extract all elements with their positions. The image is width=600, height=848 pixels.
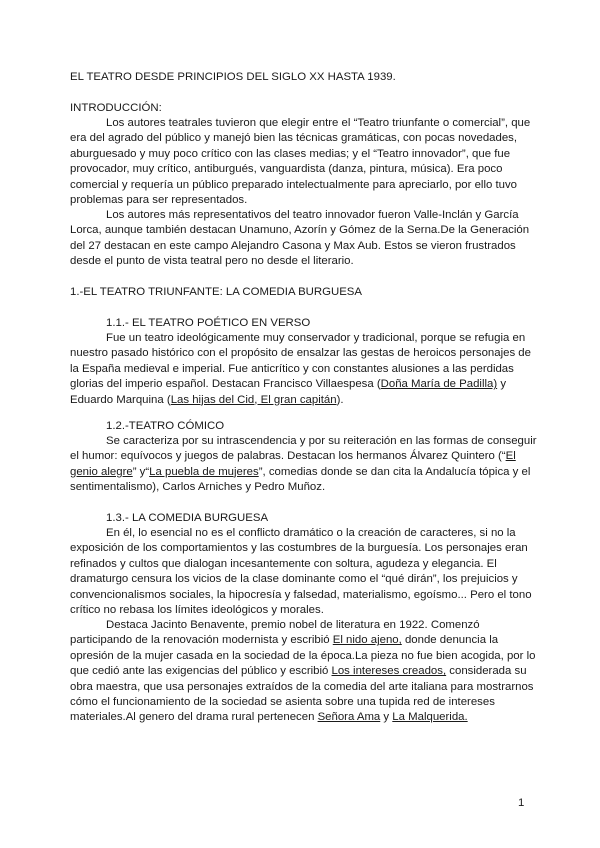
section-1-2-text-a: Se caracteriza por su intrascendencia y por su reiteración en las formas de conseguir el humor: equívocos y juegos de palabras. Destacan los hermanos Álvarez Quintero (“ — [70, 435, 537, 463]
work-title-las-hijas-del-cid: Las hijas del Cid, El gran capitán — [170, 393, 337, 406]
section-1-1-paragraph — [70, 331, 538, 408]
section-1-1-text-c: ). — [336, 393, 344, 406]
work-title-los-intereses-creados: Los intereses creados, — [331, 665, 447, 678]
page-number: 1 — [518, 797, 525, 809]
intro-heading: INTRODUCCIÓN: — [70, 102, 162, 114]
section-1-3-heading: 1.3.- LA COMEDIA BURGUESA — [106, 512, 269, 524]
work-title-el-genio-alegre: El genio alegre — [70, 450, 516, 478]
section-1-1-text-a: Fue un teatro ideológicamente muy conservador y tradicional, porque se refugia en nuestro pasado histórico con el propósito de ensalzar las gestas de heroicos personajes de la España medieval e imperial. Fue anticrítico y con constantes alusiones a las perdidas glorias del imperio español. Destacan Francisco Villaespesa ( — [70, 332, 531, 391]
work-title-el-nido-ajeno: El nido ajeno, — [332, 634, 402, 647]
section-1-1-text-b: y Eduardo Marquina ( — [70, 378, 507, 406]
section-1-3-text-d: y — [380, 711, 393, 724]
section-1-3-text-b: donde denuncia la opresión de la mujer casada en la sociedad de la época.La pieza no fue bien acogida, por lo que cedió ante las exigencias del público y escribió — [70, 634, 536, 678]
document-title: EL TEATRO DESDE PRINCIPIOS DEL SIGLO XX HASTA 1939. — [70, 71, 396, 83]
section-1-3-text-c: considerada su obra maestra, que usa personajes extraídos de la comedia del arte italiana para mostrarnos cómo el funcionamiento de la sociedad se asienta sobre una tupida red de intereses materiales.Al genero del drama rural pertenecen — [70, 665, 534, 724]
work-title-la-puebla-de-mujeres: La puebla de mujeres — [149, 465, 259, 478]
work-title-dona-maria-de-padilla: Doña María de Padilla) — [380, 378, 498, 391]
intro-paragraph-1: Los autores teatrales tuvieron que elegir entre el “Teatro triunfante o comercial”, que era del agrado del público y manejó bien las técnicas gramáticas, con pocas novedades, aburguesado y muy poco crítico con las clases medias; y el “Teatro innovador”, que fue provocador, muy crítico, antiburgués, vanguardista (danza, pintura, música). Era poco comercial y requería un público preparado intelectualmente para apreciarlo, por ello tuvo problemas para ser representados. — [70, 117, 531, 207]
section-1-2-paragraph — [70, 434, 538, 496]
section-1-3-text-a: Destaca Jacinto Benavente, premio nobel de literatura en 1922. Comenzó participando de la renovación modernista y escribió — [70, 619, 480, 647]
section-1-3-paragraph-2 — [70, 618, 538, 726]
section-1-1-heading: 1.1.- EL TEATRO POÉTICO EN VERSO — [106, 317, 311, 329]
section-1-2-text-c: ”, comedias donde se dan cita la Andalucía tópica y el sentimentalismo), Carlos Arniches y Pedro Muñoz. — [70, 465, 531, 494]
work-title-senora-ama: Señora Ama — [317, 711, 381, 724]
work-title-la-malquerida: La Malquerida. — [392, 711, 468, 724]
section-1-heading: 1.-EL TEATRO TRIUNFANTE: LA COMEDIA BURGUESA — [70, 286, 362, 298]
intro-paragraph-2: Los autores más representativos del teatro innovador fueron Valle-Inclán y García Lorca, aunque también destacan Unamuno, Azorín y Gómez de la Serna.De la Generación del 27 destacan en este campo Alejandro Casona y Max Aub. Estos se vieron frustrados desde el punto de vista teatral pero no desde el literario. — [70, 209, 530, 268]
section-1-2-heading: 1.2.-TEATRO CÓMICO — [106, 420, 225, 432]
section-1-3-paragraph-1: En él, lo esencial no es el conflicto dramático o la creación de caracteres, si no la exposición de los comportamientos y las costumbres de la burguesía. Los personajes eran refinados y cultos que dialogan incesantemente con soltura, agudeza y elegancia. El dramaturgo censura los vicios de la clase dominante como el “qué dirán”, los prejuicios y convencionalismos sociales, la hipocresía y falsedad, materialismo, egoísmo... Pero el tono crítico no rebasa los límites ideológicos y morales. — [70, 527, 532, 617]
section-1-2-text-b: ” y“ — [132, 465, 150, 478]
